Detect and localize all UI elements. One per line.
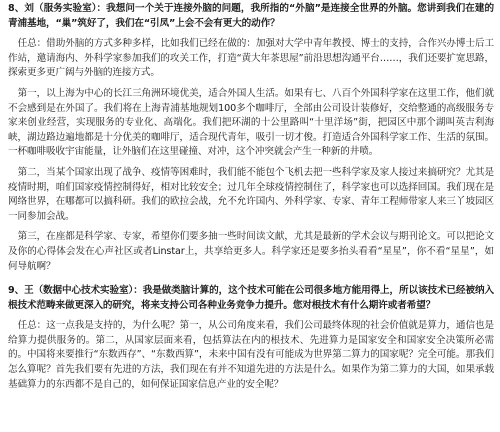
question-9: 9、王（数据中心技术实验室）：我是做类脑计算的，这个技术可能在公司很多地方能用得上，所以该技术已经被纳入根技术范畴来做更深入的研究，将来支持公司各种业务竞争力提升。您对根技术有什么期许或者希望？ xyxy=(8,285,494,311)
answer-8-point-3: 第三，在座都是科学家、专家，希望你们要多抽一些时间读文献，尤其是最新的学术会议与期刊论文。可以把论文及你的心得体会发在心声社区或者Linstar上，共享给更多人。科学家还是要多抬头看看“星星”，你不看“星星”，如何导航啊？ xyxy=(8,231,494,272)
question-8: 8、刘（服务实验室）：我想问一个关于连接外脑的问题，我所指的“外脑”是连接全世界的外脑。您讲到我们在建的青浦基地，“巢”筑好了，我们在“引凤”上会不会有更大的动作？ xyxy=(8,3,494,29)
spacer xyxy=(8,274,494,284)
answer-8-intro: 任总：借助外脑的方式多种多样，比如我们已经在做的：加强对大学中青年教授、博士的支持，合作兴办博士后工作站，邀请海内、外科学家参加我们的攻关工作，打造“黄大年茶思屋”前沿思想沟通平台……，我们还要扩宽思路，探索更多更广阔与外脑的连接方式。 xyxy=(8,38,494,79)
answer-8-point-2: 第二，当某个国家出现了战争、疫情等困难时，我们能不能包个飞机去把一些科学家及家人接过来搞研究？尤其是疫情时期，咱们国家疫情控制得好，相对比较安全；过几年全球疫情控制住了，科学家也可以选择回国。我们现在是网络世界，在哪都可以搞科研。我们的欧拉会战，允不允许国内、外科学家、专家、青年工程师带家人来三丫坡园区一同参加会战。 xyxy=(8,166,494,222)
answer-8-point-1: 第一，以上海为中心的长江三角洲环境优美，适合外国人生活。如果有七、八百个外国科学家在这里工作，他们就不会感到是在外国了。我们将在上海青浦基地规划100多个咖啡厅，全部由公司设计装修好，交给整通的高级服务专家来创业经营，实现服务的专业化、高端化。我们把环湖的十公里路叫“十里洋场”街，把园区中那个湖叫英吉利海峡，湖边路边遍地都是十分优美的咖啡厅，适合现代青年，吸引一切才俊。打造适合外国科学家工作、生活的氛围。一杯咖啡吸收宇宙能量，让外脑们在这里碰撞、对冲，这个冲突就会产生一种新的井喷。 xyxy=(8,87,494,158)
answer-9-intro: 任总：这一点我是支持的，为什么呢？第一，从公司角度来看，我们公司最终体现的社会价值就是算力，通信也是给算力提供服务的。第二，从国家层面来看，包括算法在内的根技术、先进算力是国家安全和国家安全决策所必需的。中国将来要推行“东数西存”、“东数西算”，未来中国有没有可能成为世界第二算力的国家呢？完全可能。那我们怎么算呢？首先我们要有先进的方法，我们现在有并不知道先进的方法是什么。如果作为第二算力的大国，如果承载基础算力的东西都不是自己的，如何保证国家信息产业的安全呢？ xyxy=(8,320,494,390)
